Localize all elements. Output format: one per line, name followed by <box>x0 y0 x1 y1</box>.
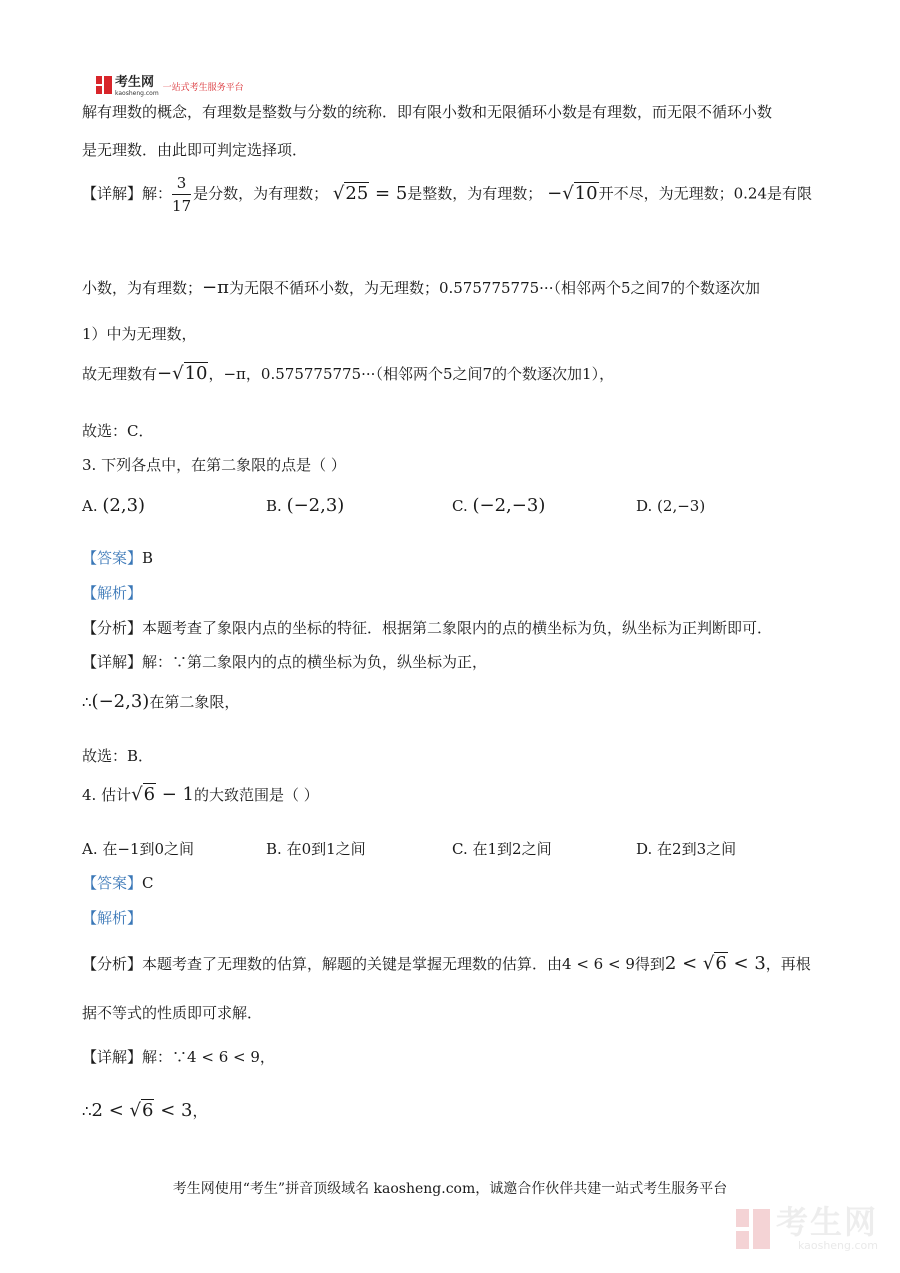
option-label: B. <box>266 840 282 858</box>
detail-text: 解：∵第二象限内的点的横坐标为负，纵坐标为正， <box>142 653 488 671</box>
watermark-domain: kaosheng.com <box>797 1239 878 1252</box>
q4-stem-post: 的大致范围是（ ） <box>194 786 319 804</box>
watermark-name: 考生网 <box>775 1203 878 1241</box>
final-radicand: 6 <box>142 1100 154 1121</box>
watermark-icon <box>736 1209 770 1249</box>
conclusion-neg-sqrt-10: −√10 <box>157 363 208 384</box>
option-label: D. <box>636 840 653 858</box>
analysis-tag: 【分析】 <box>82 955 143 973</box>
q3-detail <box>82 651 487 673</box>
q3-option-a <box>82 495 266 517</box>
because-symbol: ∵ <box>172 1048 188 1066</box>
detail-tag: 【详解】 <box>82 1048 143 1066</box>
answer-tag: 【答案】 <box>82 549 143 567</box>
conclusion-neg-pi: ，−π， <box>208 365 261 383</box>
q2-detail-line-2 <box>82 277 760 299</box>
conclusion-sqrt-10-radicand: 10 <box>184 363 208 384</box>
final-pre: 2 < <box>91 1100 130 1121</box>
option-value: (−2,3) <box>286 495 345 516</box>
q3-options <box>82 495 822 517</box>
q2-text-4: 是有限 <box>767 184 813 203</box>
q3-stem: 3. 下列各点中，在第二象限的点是（ ） <box>82 456 346 474</box>
fraction-numerator: 3 <box>172 172 191 195</box>
sqrt-25-result: = 5 <box>369 182 408 204</box>
q2-detail-line-3: 1）中为无理数， <box>82 325 197 343</box>
therefore-symbol: ∴ <box>82 1102 92 1120</box>
conclusion-long-decimal: 0.575775775··· <box>260 365 376 383</box>
q2-text-2: 是整数，为有理数； <box>407 184 543 203</box>
q2-detail-tag: 【详解】 <box>82 184 143 203</box>
ineq2-radicand: 6 <box>715 953 727 974</box>
q2-text-1: 是分数，为有理数； <box>193 184 329 203</box>
q2-text-7: （相邻两个5之间7的个数逐次加 <box>553 279 761 297</box>
q2-text-3: 开不尽，为无理数； <box>598 184 734 203</box>
q4-option-d <box>636 838 736 860</box>
q2-choice: 故选：C． <box>82 422 154 440</box>
analysis-tag: 【分析】 <box>82 619 143 637</box>
answer-value: C <box>142 874 154 892</box>
option-value: 在2到3之间 <box>657 840 737 858</box>
final-comma: ， <box>192 1102 208 1120</box>
q2-conclusion-post: （相邻两个5之间7的个数逐次加1）， <box>375 365 615 383</box>
watermark-logo <box>736 1205 878 1252</box>
analysis-text: 本题考查了象限内点的坐标的特征．根据第二象限内的点的横坐标为负，纵坐标为正判断即可． <box>142 619 773 637</box>
q4-option-c <box>452 838 636 860</box>
q3-option-d <box>636 495 705 517</box>
therefore-symbol: ∴ <box>82 693 92 711</box>
q4-analysis-line-2: 据不等式的性质即可求解． <box>82 1004 263 1022</box>
detail-inequality: 4 < 6 < 9 <box>187 1048 260 1066</box>
detail-tag: 【详解】 <box>82 653 143 671</box>
q4-answer <box>82 872 154 894</box>
logo-icon <box>96 76 112 94</box>
q4-option-b <box>266 838 452 860</box>
option-value: 在0到1之间 <box>286 840 366 858</box>
inequality-2-sqrt6-3: 2 < √6 < 3 <box>664 953 766 974</box>
detail-intro: 解： <box>142 1048 173 1066</box>
option-label: C. <box>452 840 468 858</box>
point-value: (−2,3) <box>91 691 150 712</box>
q4-explain-tag: 【解析】 <box>82 909 143 927</box>
header-logo <box>96 72 244 97</box>
q4-detail <box>82 1046 275 1068</box>
q3-choice: 故选：B． <box>82 747 154 765</box>
final-inequality: 2 < √6 < 3 <box>91 1100 193 1121</box>
sqrt-6-radicand: 6 <box>143 784 156 805</box>
sqrt-6-minus-1: √6 − 1 <box>131 784 195 805</box>
detail-comma: ， <box>259 1048 275 1066</box>
sqrt-25: √25 = 5 <box>332 182 408 204</box>
option-label: D. <box>636 497 653 515</box>
q4-stem <box>82 784 319 806</box>
fraction-3-17 <box>172 172 191 217</box>
q4-final <box>82 1100 207 1122</box>
q2-conclusion <box>82 363 614 385</box>
q2-analysis-line-1: 解有理数的概念，有理数是整数与分数的统称．即有限小数和无限循环小数是有理数，而无限不循环小数 <box>82 103 773 121</box>
q2-detail-line-1 <box>82 172 812 217</box>
option-value: (2,−3) <box>657 497 706 515</box>
option-value: 在−1到0之间 <box>102 840 195 858</box>
neg-sign: − <box>547 182 563 204</box>
q3-conclusion <box>82 691 239 713</box>
option-label: A. <box>82 497 98 515</box>
q4-analysis-line-1 <box>82 953 811 975</box>
sqrt-25-radicand: 25 <box>345 182 369 204</box>
option-value: (2,3) <box>102 495 146 516</box>
option-label: C. <box>452 497 468 515</box>
q2-text-6: 为无限不循环小数，为无理数； <box>228 279 439 297</box>
footer-text: 考生网使用“考生”拼音顶级域名 kaosheng.com，诚邀合作伙伴共建一站式考生服务平台 <box>172 1181 728 1197</box>
decimal-0-24: 0.24 <box>733 184 767 203</box>
sqrt-10-radicand: 10 <box>574 182 598 204</box>
ineq2-pre: 2 < <box>664 953 703 974</box>
q4-stem-pre: 4. 估计 <box>82 786 132 804</box>
neg-pi: −π <box>202 277 229 298</box>
q3-analysis <box>82 617 772 639</box>
minus-one: − 1 <box>156 784 195 805</box>
q2-conclusion-pre: 故无理数有 <box>82 365 158 383</box>
q2-text-5: 小数，为有理数； <box>82 279 203 297</box>
q2-detail-intro: 解： <box>142 184 173 203</box>
answer-tag: 【答案】 <box>82 874 143 892</box>
inequality-4-6-9: 4 < 6 < 9 <box>562 955 635 973</box>
option-value: 在1到2之间 <box>472 840 552 858</box>
answer-value: B <box>142 549 154 567</box>
logo-slogan: 一站式考生服务平台 <box>162 83 244 93</box>
q4-options <box>82 838 822 860</box>
q3-option-c <box>452 495 636 517</box>
final-post: < 3 <box>154 1100 193 1121</box>
analysis-mid: 得到 <box>634 955 665 973</box>
logo-name: 考生网 <box>115 75 155 90</box>
option-label: A. <box>82 840 98 858</box>
q3-answer <box>82 547 153 569</box>
fraction-denominator: 17 <box>172 197 192 215</box>
q3-explain-tag: 【解析】 <box>82 584 143 602</box>
point-post: 在第二象限， <box>149 693 240 711</box>
analysis-post: ，再根 <box>765 955 811 973</box>
logo-domain: kaosheng.com <box>115 90 159 97</box>
analysis-pre: 本题考查了无理数的估算，解题的关键是掌握无理数的估算．由 <box>142 955 563 973</box>
ineq2-post: < 3 <box>727 953 766 974</box>
option-label: B. <box>266 497 282 515</box>
q4-option-a <box>82 838 266 860</box>
neg-sqrt-10: −√10 <box>547 182 598 204</box>
long-decimal: 0.575775775··· <box>438 279 554 297</box>
option-value: (−2,−3) <box>472 495 546 516</box>
q3-option-b <box>266 495 452 517</box>
q2-analysis-line-2: 是无理数．由此即可判定选择项． <box>82 141 308 159</box>
